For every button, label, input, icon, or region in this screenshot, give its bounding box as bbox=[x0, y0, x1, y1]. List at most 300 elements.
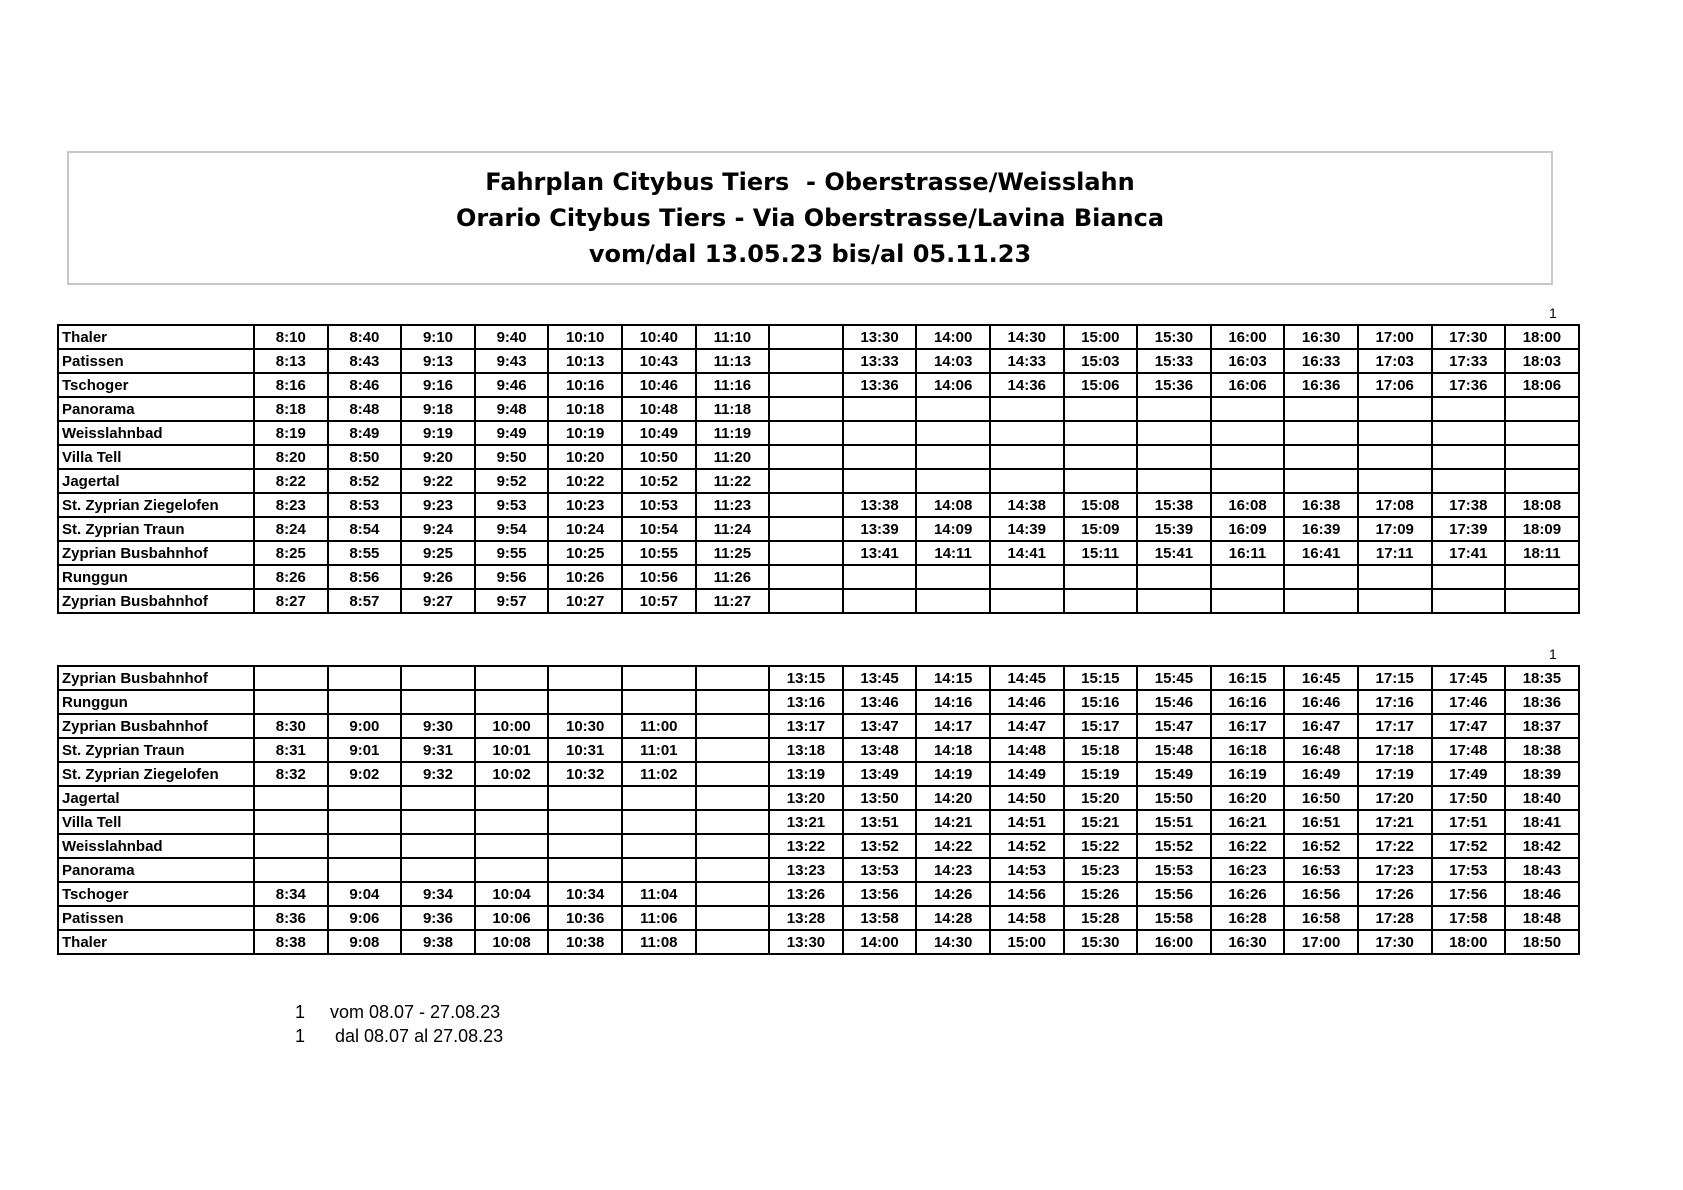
departure-time: 18:11 bbox=[1505, 541, 1579, 565]
departure-time: 9:27 bbox=[401, 589, 475, 613]
departure-time bbox=[916, 469, 990, 493]
departure-time: 9:18 bbox=[401, 397, 475, 421]
departure-time bbox=[1284, 589, 1358, 613]
departure-time bbox=[1064, 589, 1138, 613]
departure-time bbox=[769, 445, 843, 469]
departure-time: 10:56 bbox=[622, 565, 696, 589]
table-row bbox=[58, 714, 1579, 738]
departure-time: 17:46 bbox=[1432, 690, 1506, 714]
stop-name: Panorama bbox=[58, 858, 254, 882]
departure-time: 16:39 bbox=[1284, 517, 1358, 541]
departure-time: 8:48 bbox=[328, 397, 402, 421]
departure-time: 16:49 bbox=[1284, 762, 1358, 786]
departure-time bbox=[328, 810, 402, 834]
departure-time: 8:23 bbox=[254, 493, 328, 517]
departure-time: 13:45 bbox=[843, 666, 917, 690]
stop-name: St. Zyprian Ziegelofen bbox=[58, 762, 254, 786]
departure-time: 13:39 bbox=[843, 517, 917, 541]
departure-time bbox=[1211, 565, 1285, 589]
departure-time: 10:30 bbox=[548, 714, 622, 738]
departure-time: 13:15 bbox=[769, 666, 843, 690]
departure-time: 14:41 bbox=[990, 541, 1064, 565]
departure-time: 14:48 bbox=[990, 738, 1064, 762]
departure-time bbox=[1137, 445, 1211, 469]
departure-time: 9:20 bbox=[401, 445, 475, 469]
departure-time bbox=[916, 397, 990, 421]
departure-time bbox=[254, 834, 328, 858]
stop-name: Villa Tell bbox=[58, 810, 254, 834]
departure-time bbox=[254, 810, 328, 834]
departure-time bbox=[328, 834, 402, 858]
departure-time: 9:24 bbox=[401, 517, 475, 541]
departure-time bbox=[328, 666, 402, 690]
departure-time: 17:41 bbox=[1432, 541, 1506, 565]
stop-name: Weisslahnbad bbox=[58, 834, 254, 858]
departure-time: 15:26 bbox=[1064, 882, 1138, 906]
table-row bbox=[58, 397, 1579, 421]
departure-time bbox=[843, 445, 917, 469]
departure-time bbox=[769, 469, 843, 493]
departure-time bbox=[1211, 589, 1285, 613]
departure-time: 9:08 bbox=[328, 930, 402, 954]
departure-time: 15:08 bbox=[1064, 493, 1138, 517]
departure-time: 13:22 bbox=[769, 834, 843, 858]
departure-time: 10:16 bbox=[548, 373, 622, 397]
departure-time bbox=[696, 666, 770, 690]
departure-time: 8:32 bbox=[254, 762, 328, 786]
departure-time: 18:37 bbox=[1505, 714, 1579, 738]
departure-time bbox=[1211, 421, 1285, 445]
departure-time: 9:55 bbox=[475, 541, 549, 565]
departure-time: 14:26 bbox=[916, 882, 990, 906]
departure-time bbox=[769, 397, 843, 421]
departure-time bbox=[254, 690, 328, 714]
departure-time: 17:08 bbox=[1358, 493, 1432, 517]
departure-time: 10:34 bbox=[548, 882, 622, 906]
departure-time: 15:06 bbox=[1064, 373, 1138, 397]
table-row bbox=[58, 565, 1579, 589]
departure-time: 9:16 bbox=[401, 373, 475, 397]
departure-time: 14:38 bbox=[990, 493, 1064, 517]
departure-time: 11:22 bbox=[696, 469, 770, 493]
departure-time bbox=[990, 565, 1064, 589]
departure-time bbox=[769, 589, 843, 613]
departure-time: 14:00 bbox=[843, 930, 917, 954]
departure-time bbox=[401, 786, 475, 810]
table-row bbox=[58, 666, 1579, 690]
departure-time: 16:00 bbox=[1137, 930, 1211, 954]
departure-time bbox=[401, 810, 475, 834]
departure-time: 9:53 bbox=[475, 493, 549, 517]
departure-time bbox=[696, 786, 770, 810]
table-row bbox=[58, 882, 1579, 906]
departure-time bbox=[1505, 589, 1579, 613]
departure-time: 13:19 bbox=[769, 762, 843, 786]
departure-time: 18:43 bbox=[1505, 858, 1579, 882]
departure-time bbox=[696, 906, 770, 930]
departure-time: 18:40 bbox=[1505, 786, 1579, 810]
departure-time: 10:53 bbox=[622, 493, 696, 517]
departure-time: 8:40 bbox=[328, 325, 402, 349]
departure-time: 18:41 bbox=[1505, 810, 1579, 834]
departure-time: 8:52 bbox=[328, 469, 402, 493]
table-row bbox=[58, 325, 1579, 349]
departure-time: 9:36 bbox=[401, 906, 475, 930]
departure-time: 14:19 bbox=[916, 762, 990, 786]
departure-time: 13:50 bbox=[843, 786, 917, 810]
departure-time: 17:49 bbox=[1432, 762, 1506, 786]
departure-time bbox=[622, 834, 696, 858]
departure-time: 16:03 bbox=[1211, 349, 1285, 373]
departure-time bbox=[696, 834, 770, 858]
departure-time: 8:56 bbox=[328, 565, 402, 589]
stop-name: St. Zyprian Ziegelofen bbox=[58, 493, 254, 517]
departure-time: 16:45 bbox=[1284, 666, 1358, 690]
departure-time: 9:23 bbox=[401, 493, 475, 517]
departure-time: 13:56 bbox=[843, 882, 917, 906]
departure-time: 15:53 bbox=[1137, 858, 1211, 882]
departure-time bbox=[696, 810, 770, 834]
departure-time: 13:26 bbox=[769, 882, 843, 906]
legend-number: 1 bbox=[294, 1001, 305, 1022]
departure-time: 8:43 bbox=[328, 349, 402, 373]
departure-time: 13:58 bbox=[843, 906, 917, 930]
departure-time: 15:48 bbox=[1137, 738, 1211, 762]
departure-time: 15:39 bbox=[1137, 517, 1211, 541]
departure-time: 16:48 bbox=[1284, 738, 1358, 762]
departure-time: 14:56 bbox=[990, 882, 1064, 906]
table-row bbox=[58, 541, 1579, 565]
departure-time: 17:19 bbox=[1358, 762, 1432, 786]
departure-time: 17:33 bbox=[1432, 349, 1506, 373]
departure-time: 17:50 bbox=[1432, 786, 1506, 810]
departure-time: 16:17 bbox=[1211, 714, 1285, 738]
departure-time: 13:23 bbox=[769, 858, 843, 882]
table-row bbox=[58, 786, 1579, 810]
departure-time: 13:21 bbox=[769, 810, 843, 834]
departure-time: 14:36 bbox=[990, 373, 1064, 397]
departure-time: 8:46 bbox=[328, 373, 402, 397]
departure-time bbox=[1284, 421, 1358, 445]
departure-time bbox=[1137, 565, 1211, 589]
departure-time: 14:20 bbox=[916, 786, 990, 810]
departure-time: 14:49 bbox=[990, 762, 1064, 786]
departure-time bbox=[328, 786, 402, 810]
departure-time bbox=[622, 666, 696, 690]
departure-time: 17:58 bbox=[1432, 906, 1506, 930]
departure-time: 14:08 bbox=[916, 493, 990, 517]
title-box bbox=[67, 151, 1553, 285]
departure-time bbox=[401, 858, 475, 882]
departure-time: 11:00 bbox=[622, 714, 696, 738]
departure-time bbox=[990, 445, 1064, 469]
departure-time: 9:34 bbox=[401, 882, 475, 906]
departure-time: 14:06 bbox=[916, 373, 990, 397]
departure-time bbox=[843, 397, 917, 421]
departure-time bbox=[1284, 445, 1358, 469]
departure-time: 8:53 bbox=[328, 493, 402, 517]
departure-time: 16:06 bbox=[1211, 373, 1285, 397]
stop-name: Patissen bbox=[58, 349, 254, 373]
departure-time: 16:30 bbox=[1284, 325, 1358, 349]
stop-name: Thaler bbox=[58, 325, 254, 349]
departure-time bbox=[1358, 589, 1432, 613]
departure-time: 16:46 bbox=[1284, 690, 1358, 714]
departure-time: 10:54 bbox=[622, 517, 696, 541]
table-row bbox=[58, 858, 1579, 882]
departure-time: 16:00 bbox=[1211, 325, 1285, 349]
departure-time: 10:50 bbox=[622, 445, 696, 469]
departure-time: 10:23 bbox=[548, 493, 622, 517]
departure-time bbox=[1284, 397, 1358, 421]
departure-time: 15:38 bbox=[1137, 493, 1211, 517]
table-row bbox=[58, 373, 1579, 397]
legend-row bbox=[270, 1000, 503, 1024]
departure-time: 10:06 bbox=[475, 906, 549, 930]
departure-time: 10:20 bbox=[548, 445, 622, 469]
departure-time bbox=[328, 690, 402, 714]
departure-time: 8:55 bbox=[328, 541, 402, 565]
departure-time: 17:39 bbox=[1432, 517, 1506, 541]
departure-time: 13:48 bbox=[843, 738, 917, 762]
departure-time: 14:23 bbox=[916, 858, 990, 882]
departure-time bbox=[1505, 421, 1579, 445]
departure-time: 18:48 bbox=[1505, 906, 1579, 930]
departure-time: 14:28 bbox=[916, 906, 990, 930]
departure-time: 8:10 bbox=[254, 325, 328, 349]
departure-time bbox=[1358, 397, 1432, 421]
departure-time: 13:18 bbox=[769, 738, 843, 762]
departure-time: 16:38 bbox=[1284, 493, 1358, 517]
departure-time: 17:36 bbox=[1432, 373, 1506, 397]
departure-time: 16:36 bbox=[1284, 373, 1358, 397]
departure-time: 10:18 bbox=[548, 397, 622, 421]
stop-name: Tschoger bbox=[58, 882, 254, 906]
departure-time: 9:10 bbox=[401, 325, 475, 349]
departure-time: 15:36 bbox=[1137, 373, 1211, 397]
departure-time: 15:30 bbox=[1064, 930, 1138, 954]
legend-row bbox=[270, 1024, 503, 1048]
departure-time: 14:47 bbox=[990, 714, 1064, 738]
departure-time: 17:48 bbox=[1432, 738, 1506, 762]
departure-time bbox=[696, 738, 770, 762]
departure-time bbox=[1358, 421, 1432, 445]
departure-time: 9:46 bbox=[475, 373, 549, 397]
departure-time bbox=[1137, 421, 1211, 445]
departure-time: 14:30 bbox=[990, 325, 1064, 349]
departure-time: 15:45 bbox=[1137, 666, 1211, 690]
departure-time: 11:06 bbox=[622, 906, 696, 930]
departure-time: 18:39 bbox=[1505, 762, 1579, 786]
departure-time: 15:20 bbox=[1064, 786, 1138, 810]
table-row bbox=[58, 445, 1579, 469]
departure-time: 16:21 bbox=[1211, 810, 1285, 834]
departure-time bbox=[1505, 469, 1579, 493]
departure-time: 18:08 bbox=[1505, 493, 1579, 517]
departure-time: 11:02 bbox=[622, 762, 696, 786]
departure-time bbox=[843, 589, 917, 613]
departure-time: 11:10 bbox=[696, 325, 770, 349]
departure-time bbox=[990, 397, 1064, 421]
departure-time: 13:49 bbox=[843, 762, 917, 786]
departure-time: 9:01 bbox=[328, 738, 402, 762]
departure-time bbox=[1064, 469, 1138, 493]
departure-time: 18:50 bbox=[1505, 930, 1579, 954]
departure-time: 15:58 bbox=[1137, 906, 1211, 930]
departure-time: 14:09 bbox=[916, 517, 990, 541]
departure-time: 11:13 bbox=[696, 349, 770, 373]
departure-time bbox=[769, 517, 843, 541]
departure-time: 8:50 bbox=[328, 445, 402, 469]
departure-time bbox=[475, 810, 549, 834]
departure-time: 15:51 bbox=[1137, 810, 1211, 834]
departure-time bbox=[990, 421, 1064, 445]
departure-time: 16:20 bbox=[1211, 786, 1285, 810]
departure-time: 10:38 bbox=[548, 930, 622, 954]
departure-time: 15:23 bbox=[1064, 858, 1138, 882]
stop-name: Runggun bbox=[58, 565, 254, 589]
departure-time bbox=[1505, 565, 1579, 589]
departure-time: 15:15 bbox=[1064, 666, 1138, 690]
departure-time: 17:30 bbox=[1432, 325, 1506, 349]
departure-time: 16:30 bbox=[1211, 930, 1285, 954]
departure-time: 13:36 bbox=[843, 373, 917, 397]
departure-time: 8:57 bbox=[328, 589, 402, 613]
departure-time: 15:28 bbox=[1064, 906, 1138, 930]
departure-time bbox=[548, 690, 622, 714]
departure-time bbox=[769, 325, 843, 349]
departure-time: 15:19 bbox=[1064, 762, 1138, 786]
departure-time: 14:11 bbox=[916, 541, 990, 565]
departure-time: 17:47 bbox=[1432, 714, 1506, 738]
departure-time: 8:30 bbox=[254, 714, 328, 738]
departure-time: 15:30 bbox=[1137, 325, 1211, 349]
departure-time: 14:30 bbox=[916, 930, 990, 954]
table-row bbox=[58, 762, 1579, 786]
departure-time: 8:20 bbox=[254, 445, 328, 469]
departure-time bbox=[401, 834, 475, 858]
departure-time: 10:25 bbox=[548, 541, 622, 565]
departure-time: 13:47 bbox=[843, 714, 917, 738]
departure-time: 17:30 bbox=[1358, 930, 1432, 954]
departure-time: 9:13 bbox=[401, 349, 475, 373]
stop-name: St. Zyprian Traun bbox=[58, 738, 254, 762]
departure-time: 9:06 bbox=[328, 906, 402, 930]
departure-time: 14:45 bbox=[990, 666, 1064, 690]
departure-time bbox=[1284, 565, 1358, 589]
departure-time: 14:22 bbox=[916, 834, 990, 858]
departure-time: 11:24 bbox=[696, 517, 770, 541]
departure-time: 14:33 bbox=[990, 349, 1064, 373]
departure-time: 15:21 bbox=[1064, 810, 1138, 834]
departure-time: 10:24 bbox=[548, 517, 622, 541]
departure-time bbox=[916, 445, 990, 469]
departure-time: 10:40 bbox=[622, 325, 696, 349]
departure-time bbox=[622, 858, 696, 882]
departure-time: 15:56 bbox=[1137, 882, 1211, 906]
stop-name: Zyprian Busbahnhof bbox=[58, 541, 254, 565]
departure-time bbox=[1284, 469, 1358, 493]
departure-time: 15:46 bbox=[1137, 690, 1211, 714]
departure-time: 18:06 bbox=[1505, 373, 1579, 397]
table-row bbox=[58, 906, 1579, 930]
departure-time: 13:41 bbox=[843, 541, 917, 565]
departure-time: 14:50 bbox=[990, 786, 1064, 810]
title-validity: vom/dal 13.05.23 bis/al 05.11.23 bbox=[588, 240, 1032, 268]
table-row bbox=[58, 421, 1579, 445]
departure-time: 13:51 bbox=[843, 810, 917, 834]
departure-time bbox=[1064, 397, 1138, 421]
departure-time: 14:53 bbox=[990, 858, 1064, 882]
departure-time: 13:30 bbox=[769, 930, 843, 954]
departure-time: 18:00 bbox=[1432, 930, 1506, 954]
departure-time: 10:08 bbox=[475, 930, 549, 954]
departure-time: 16:51 bbox=[1284, 810, 1358, 834]
stop-name: Villa Tell bbox=[58, 445, 254, 469]
departure-time: 9:25 bbox=[401, 541, 475, 565]
legend-text: dal 08.07 al 27.08.23 bbox=[330, 1025, 504, 1046]
departure-time bbox=[1064, 445, 1138, 469]
departure-time bbox=[254, 666, 328, 690]
departure-time: 11:26 bbox=[696, 565, 770, 589]
departure-time: 18:03 bbox=[1505, 349, 1579, 373]
departure-time: 17:52 bbox=[1432, 834, 1506, 858]
departure-time bbox=[1432, 565, 1506, 589]
departure-time: 11:27 bbox=[696, 589, 770, 613]
stop-name: Zyprian Busbahnhof bbox=[58, 666, 254, 690]
departure-time: 8:25 bbox=[254, 541, 328, 565]
departure-time bbox=[475, 666, 549, 690]
departure-time: 15:03 bbox=[1064, 349, 1138, 373]
departure-time: 13:30 bbox=[843, 325, 917, 349]
departure-time bbox=[990, 589, 1064, 613]
departure-time: 15:22 bbox=[1064, 834, 1138, 858]
departure-time bbox=[622, 786, 696, 810]
departure-time: 10:49 bbox=[622, 421, 696, 445]
table-row bbox=[58, 469, 1579, 493]
stop-name: Zyprian Busbahnhof bbox=[58, 714, 254, 738]
departure-time: 9:00 bbox=[328, 714, 402, 738]
departure-time: 15:09 bbox=[1064, 517, 1138, 541]
departure-time: 14:39 bbox=[990, 517, 1064, 541]
departure-time: 17:00 bbox=[1284, 930, 1358, 954]
stop-name: Runggun bbox=[58, 690, 254, 714]
table-row bbox=[58, 349, 1579, 373]
departure-time: 17:45 bbox=[1432, 666, 1506, 690]
departure-time: 11:08 bbox=[622, 930, 696, 954]
departure-time: 9:26 bbox=[401, 565, 475, 589]
departure-time: 14:17 bbox=[916, 714, 990, 738]
departure-time: 13:38 bbox=[843, 493, 917, 517]
departure-time: 9:38 bbox=[401, 930, 475, 954]
departure-time: 9:57 bbox=[475, 589, 549, 613]
departure-time bbox=[696, 690, 770, 714]
departure-time: 15:11 bbox=[1064, 541, 1138, 565]
departure-time: 17:20 bbox=[1358, 786, 1432, 810]
departure-time bbox=[1211, 397, 1285, 421]
departure-time: 11:23 bbox=[696, 493, 770, 517]
departure-time bbox=[254, 858, 328, 882]
departure-time: 9:50 bbox=[475, 445, 549, 469]
departure-time bbox=[548, 834, 622, 858]
departure-time: 14:52 bbox=[990, 834, 1064, 858]
departure-time bbox=[843, 421, 917, 445]
departure-time: 8:13 bbox=[254, 349, 328, 373]
departure-time: 10:01 bbox=[475, 738, 549, 762]
departure-time: 17:09 bbox=[1358, 517, 1432, 541]
departure-time: 10:52 bbox=[622, 469, 696, 493]
table-row bbox=[58, 930, 1579, 954]
